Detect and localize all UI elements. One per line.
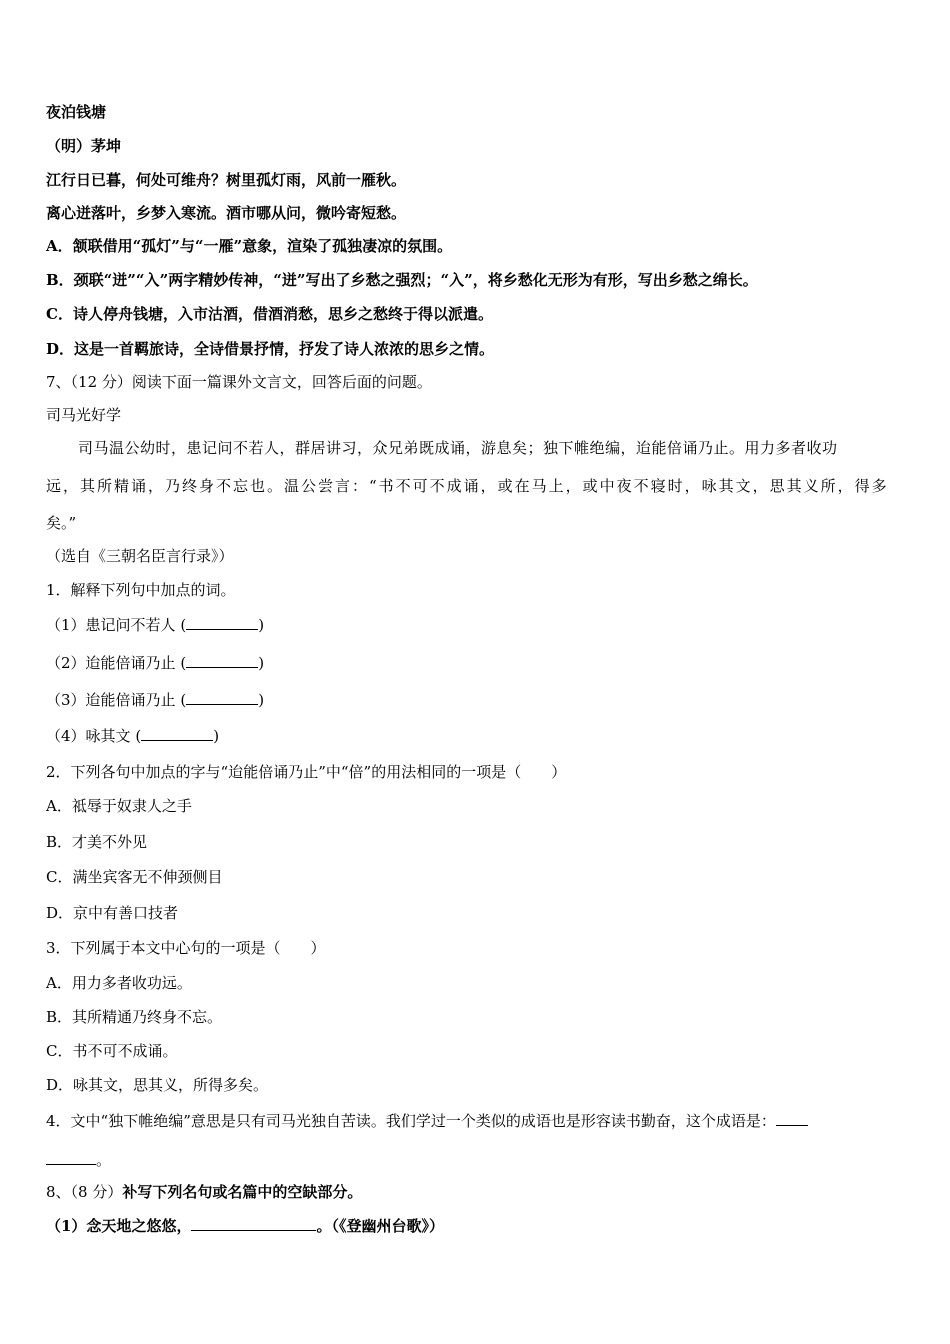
paren-close: ) — [258, 616, 265, 634]
paren-close: ) — [213, 727, 220, 745]
poem-option-a: A．颔联借用“孤灯”与“一雁”意象，渲染了孤独凄凉的氛围。 — [46, 237, 453, 255]
answer-blank[interactable] — [186, 614, 258, 630]
passage-line-3: 矣。” — [46, 514, 77, 532]
answer-blank[interactable] — [46, 1149, 96, 1165]
q8-stem-text: 补写下列名句或名篇中的空缺部分。 — [122, 1183, 363, 1201]
passage-title: 司马光好学 — [46, 406, 122, 424]
poem-line-2: 离心迸落叶，乡梦入寒流。酒市哪从问，微吟寄短愁。 — [46, 204, 407, 222]
sub2-option-c: C．满坐宾客无不伸颈侧目 — [46, 868, 223, 886]
sub3-stem: 3．下列属于本文中心句的一项是（ ） — [46, 939, 326, 957]
sub2-option-a: A．祗辱于奴隶人之手 — [46, 797, 192, 815]
paren-close: ) — [258, 691, 265, 709]
sub1-item-2-text: （2）迨能倍诵乃止 — [46, 654, 176, 672]
sub1-item-4 — [46, 725, 219, 746]
sub2-stem: 2．下列各句中加点的字与“迨能倍诵乃止”中“倍”的用法相同的一项是（ ） — [46, 763, 567, 781]
sub1-item-3-text: （3）迨能倍诵乃止 — [46, 691, 176, 709]
sub2-option-b: B．才美不外见 — [46, 833, 148, 851]
answer-blank[interactable] — [776, 1110, 808, 1126]
answer-blank[interactable] — [186, 652, 258, 668]
paren-open: ( — [180, 691, 187, 709]
passage-line-2: 远，其所精诵，乃终身不忘也。温公尝言：“书不可不成诵，或在马上，或中夜不寝时，咏其文，思其义所，得多 — [46, 477, 889, 495]
sub4-end: 。 — [96, 1151, 112, 1169]
sub3-option-d: D．咏其文，思其义，所得多矣。 — [46, 1076, 269, 1094]
sub3-option-c: C．书不可不成诵。 — [46, 1042, 178, 1060]
passage-line-1: 司马温公幼时，患记问不若人，群居讲习，众兄弟既成诵，游息矣；独下帷绝编，迨能倍诵乃止。用力多者收功 — [78, 439, 838, 457]
answer-blank[interactable] — [141, 725, 213, 741]
sub1-item-1-text: （1）患记问不若人 — [46, 616, 176, 634]
sub1-item-1 — [46, 614, 264, 635]
sub2-option-d: D．京中有善口技者 — [46, 904, 179, 922]
sub1-item-3 — [46, 689, 264, 710]
q8-item-1-prefix: （1）念天地之悠悠， — [46, 1217, 192, 1235]
q8-stem-prefix: 8、（8 分） — [46, 1183, 123, 1201]
sub3-option-b: B．其所精通乃终身不忘。 — [46, 1008, 223, 1026]
poem-option-c: C．诗人停舟钱塘，入市沽酒，借酒消愁，思乡之愁终于得以派遣。 — [46, 305, 493, 323]
paren-open: ( — [180, 654, 187, 672]
sub4-continuation — [46, 1149, 111, 1170]
poem-option-b: B．颈联“迸”“入”两字精妙传神，“迸”写出了乡愁之强烈；“入”，将乡愁化无形为有形，写出乡愁之绵长。 — [46, 271, 758, 289]
poem-option-d: D．这是一首羁旅诗，全诗借景抒情，抒发了诗人浓浓的思乡之情。 — [46, 340, 495, 358]
answer-blank[interactable] — [186, 689, 258, 705]
q7-stem: 7、（12 分）阅读下面一篇课外文言文，回答后面的问题。 — [46, 373, 432, 391]
sub4-stem: 4．文中“独下帷绝编”意思是只有司马光独自苦读。我们学过一个类似的成语也是形容读书勤奋，这个成语是： — [46, 1112, 776, 1130]
answer-blank[interactable] — [191, 1215, 316, 1231]
poem-title: 夜泊钱塘 — [46, 103, 107, 121]
poem-line-1: 江行日已暮，何处可维舟？树里孤灯雨，风前一雁秋。 — [46, 171, 407, 189]
sub1-item-4-text: （4）咏其文 — [46, 727, 131, 745]
poem-author: （明）茅坤 — [46, 137, 122, 155]
passage-source: （选自《三朝名臣言行录》） — [46, 547, 234, 565]
paren-open: ( — [180, 616, 187, 634]
sub1-stem: 1．解释下列句中加点的词。 — [46, 581, 236, 599]
sub3-option-a: A．用力多者收功远。 — [46, 974, 192, 992]
q8-stem — [46, 1182, 362, 1202]
sub1-item-2 — [46, 652, 264, 673]
sub4-stem-line — [46, 1110, 808, 1131]
paren-open: ( — [135, 727, 142, 745]
q8-item-1 — [46, 1215, 444, 1236]
q8-item-1-suffix: 。（《登幽州台歌》） — [316, 1217, 444, 1235]
paren-close: ) — [258, 654, 265, 672]
